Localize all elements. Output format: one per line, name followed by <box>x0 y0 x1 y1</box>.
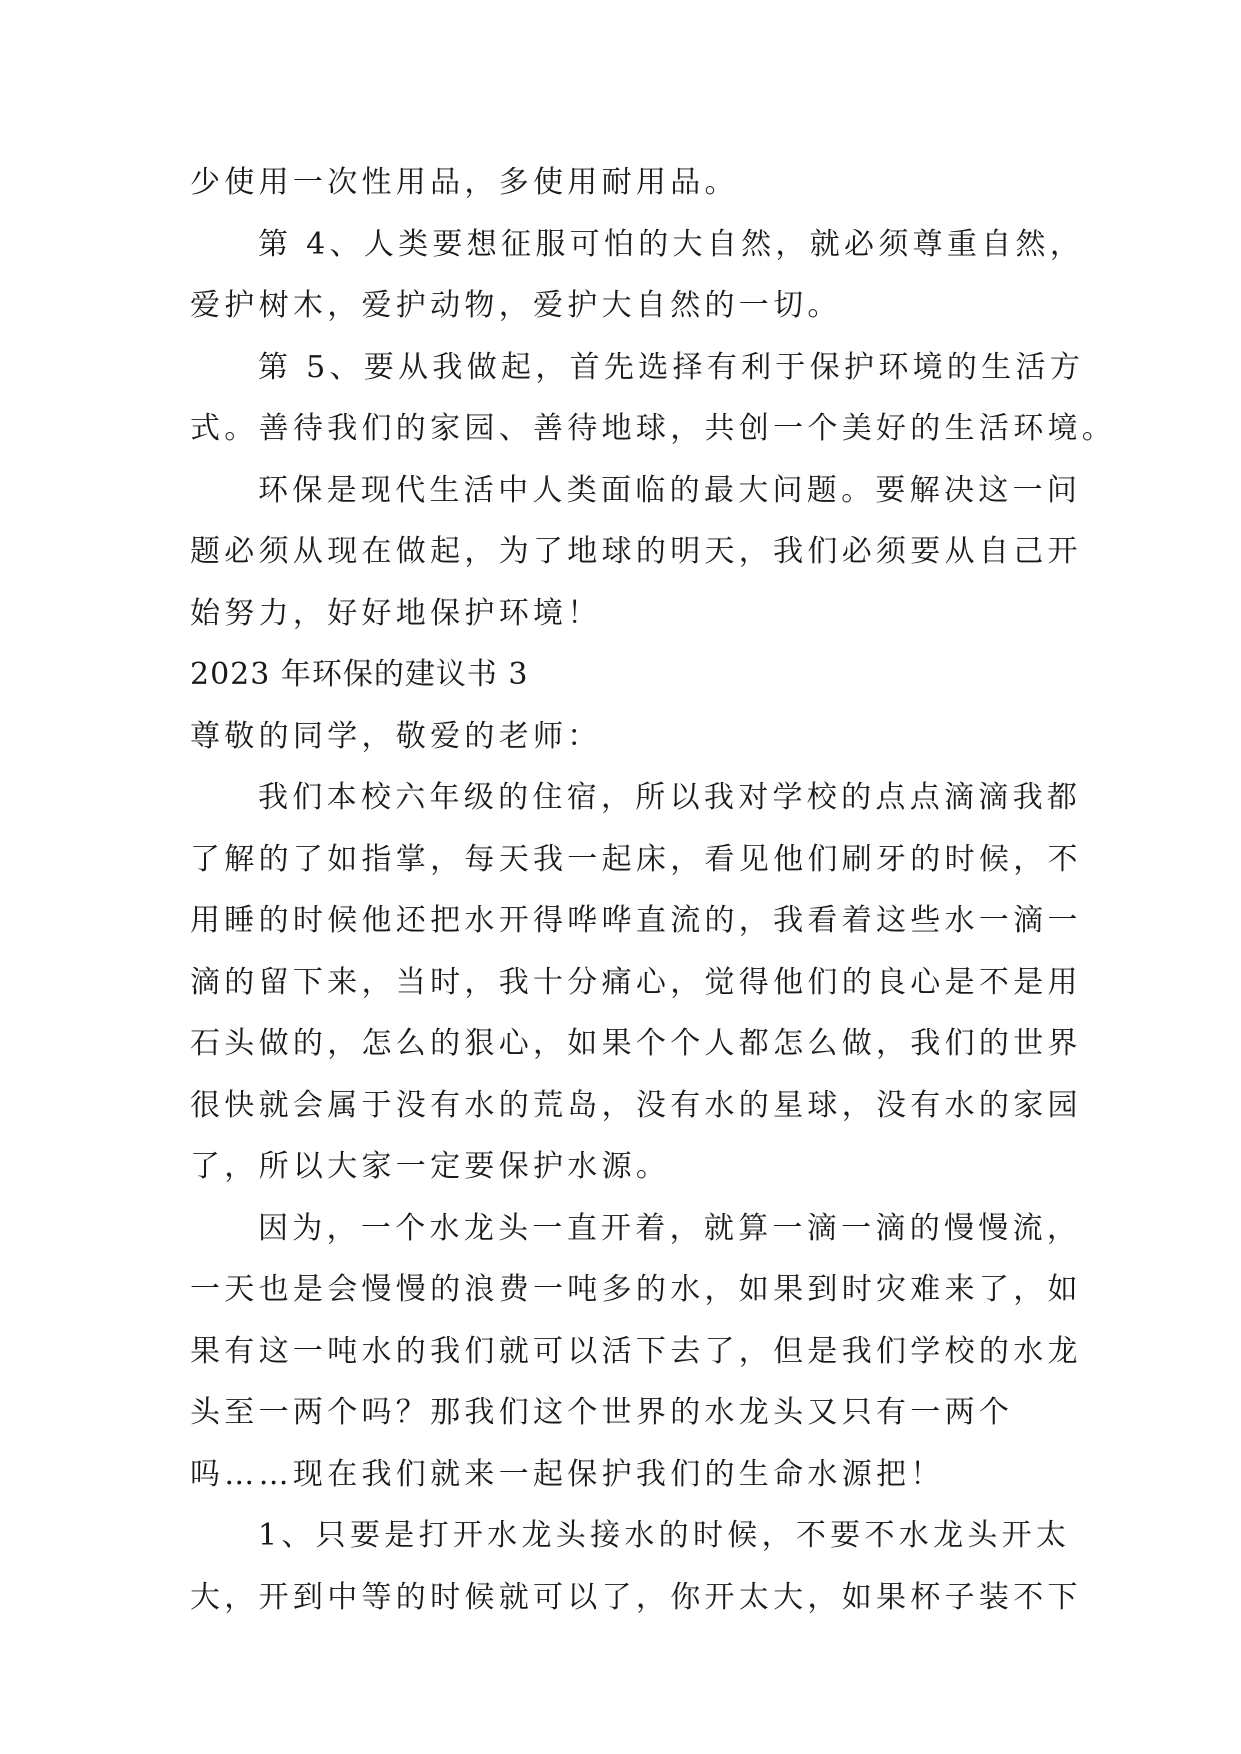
text-line: 始努力，好好地保护环境！ <box>190 595 602 631</box>
text-line: 式。善待我们的家园、善待地球，共创一个美好的生活环境。 <box>190 411 1117 446</box>
text-line: 1、只要是打开水龙头接水的时候，不要不水龙头开太 <box>258 1518 1071 1553</box>
text-line: 果有这一吨水的我们就可以活下去了，但是我们学校的水龙 <box>190 1333 1082 1369</box>
text-line: 用睡的时候他还把水开得哗哗直流的，我看着这些水一滴一 <box>190 903 1082 938</box>
text-line: 了，所以大家一定要保护水源。 <box>190 1149 671 1184</box>
text-line: 因为，一个水龙头一直开着，就算一滴一滴的慢慢流， <box>258 1210 1082 1246</box>
text-line: 大，开到中等的时候就可以了，你开太大，如果杯子装不下 <box>190 1579 1082 1615</box>
document-body <box>190 152 1117 1628</box>
text-line: 一天也是会慢慢的浪费一吨多的水，如果到时灾难来了，如 <box>190 1272 1082 1307</box>
text-line: 少使用一次性用品，多使用耐用品。 <box>190 165 739 200</box>
text-line: 第 4、人类要想征服可怕的大自然，就必须尊重自然， <box>258 226 1085 262</box>
text-line: 环保是现代生活中人类面临的最大问题。要解决这一问 <box>258 472 1082 508</box>
text-line: 爱护树木，爱护动物，爱护大自然的一切。 <box>190 288 842 323</box>
salutation: 尊敬的同学，敬爱的老师： <box>190 718 602 754</box>
text-line: 第 5、要从我做起，首先选择有利于保护环境的生活方 <box>258 349 1085 385</box>
text-line: 很快就会属于没有水的荒岛，没有水的星球，没有水的家园 <box>190 1087 1082 1123</box>
text-line: 我们本校六年级的住宿，所以我对学校的点点滴滴我都 <box>258 780 1082 815</box>
text-line: 石头做的，怎么的狠心，如果个个人都怎么做，我们的世界 <box>190 1026 1082 1061</box>
text-line: 了解的了如指掌，每天我一起床，看见他们刷牙的时候，不 <box>190 841 1082 877</box>
section-heading: 2023 年环保的建议书 3 <box>190 657 529 692</box>
text-line: 题必须从现在做起，为了地球的明天，我们必须要从自己开 <box>190 534 1082 569</box>
text-line: 吗……现在我们就来一起保护我们的生命水源把！ <box>190 1456 945 1492</box>
text-line: 头至一两个吗？那我们这个世界的水龙头又只有一两个 <box>190 1395 1014 1430</box>
text-line: 滴的留下来，当时，我十分痛心，觉得他们的良心是不是用 <box>190 964 1082 1000</box>
